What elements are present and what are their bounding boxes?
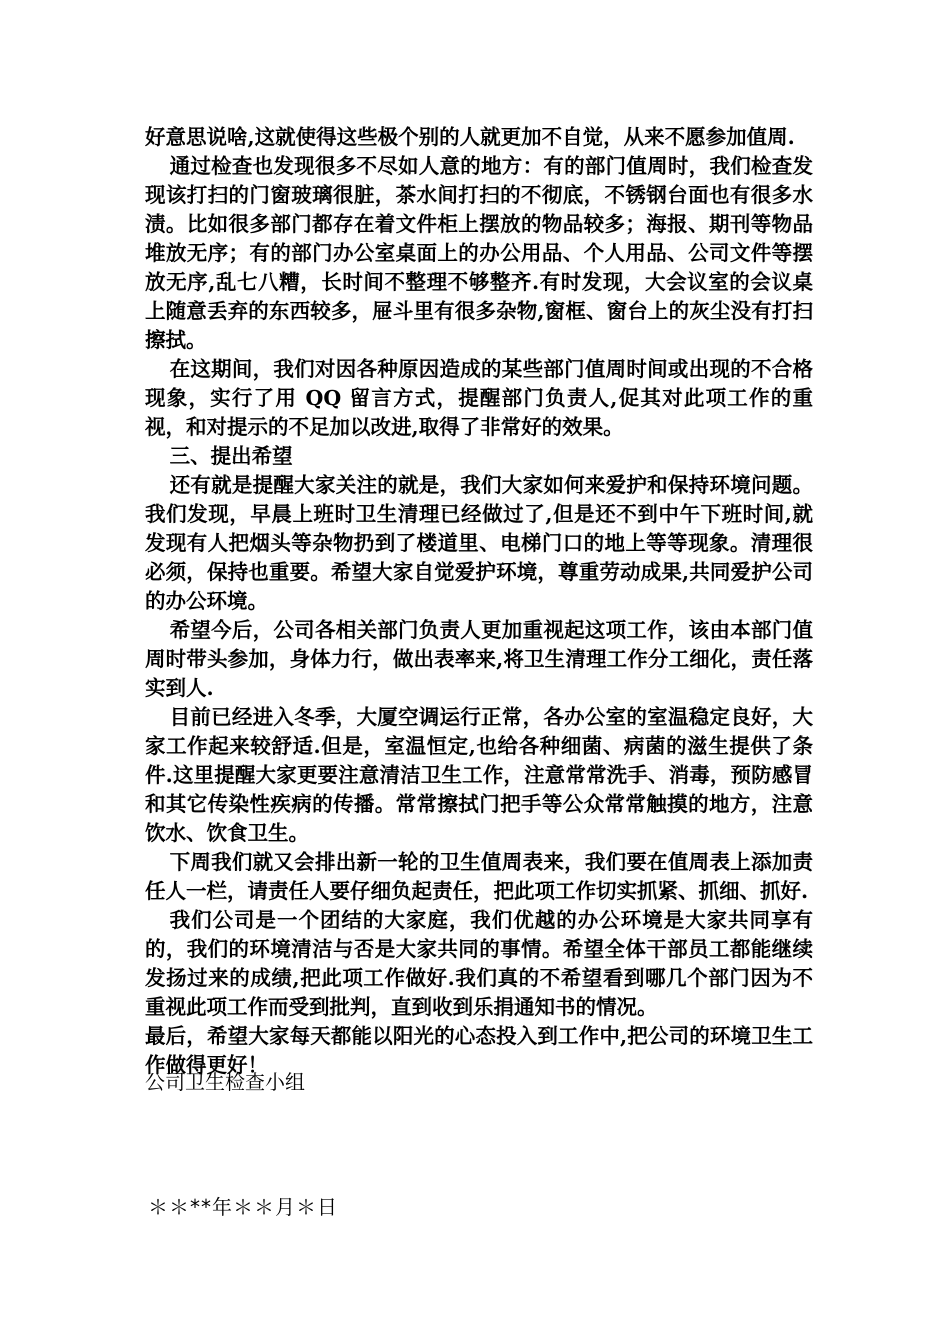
document-date: ＊＊**年＊＊月＊日: [148, 1195, 338, 1219]
paragraph-qq-reminder: 在这期间，我们对因各种原因造成的某些部门值周时间或出现的不合格现象，实行了用 QQ 留言方式，提醒部门负责人,促其对此项工作的重视，和对提示的不足加以改进,取得了非常好的效果。: [145, 357, 813, 439]
paragraph-environment-care: 还有就是提醒大家关注的就是，我们大家如何来爱护和保持环境问题。我们发现，早晨上班时卫生清理已经做过了,但是还不到中午下班时间,就发现有人把烟头等杂物扔到了楼道里、电梯门口的地上等等现象。清理很必须，保持也重要。希望大家自觉爱护环境，尊重劳动成果,共同爱护公司的办公环境。: [145, 473, 813, 613]
signature-group: 公司卫生检查小组: [145, 1070, 305, 1094]
paragraph-company-family: 我们公司是一个团结的大家庭，我们优越的办公环境是大家共同享有的，我们的环境清洁与否是大家共同的事情。希望全体干部员工都能继续发扬过来的成绩,把此项工作做好.我们真的不希望看到哪几个部门因为不重视此项工作而受到批判，直到收到乐捐通知书的情况。: [145, 908, 813, 1019]
section-heading-hopes: 三、提出希望: [169, 444, 293, 468]
document-body: [145, 123, 813, 1080]
paragraph-inspection-findings: 通过检查也发现很多不尽如人意的地方：有的部门值周时，我们检查发现该打扫的门窗玻璃很脏，茶水间打扫的不彻底，不锈钢台面也有很多水渍。比如很多部门都存在着文件柜上摆放的物品较多；海报、期刊等物品堆放无序；有的部门办公室桌面上的办公用品、个人用品、公司文件等摆放无序,乱七八糟，长时间不整理不够整齐.有时发现，大会议室的会议桌上随意丢弃的东西较多，屉斗里有很多杂物,窗框、窗台上的灰尘没有打扫擦拭。: [145, 154, 813, 352]
paragraph-continuation: 好意思说啥,这就使得这些极个别的人就更加不自觉，从来不愿参加值周.: [145, 125, 795, 149]
paragraph-department-heads: 希望今后，公司各相关部门负责人更加重视起这项工作，该由本部门值周时带头参加，身体力行，做出表率来,将卫生清理工作分工细化，责任落实到人.: [145, 618, 813, 700]
paragraph-duty-roster: 下周我们就又会排出新一轮的卫生值周表来，我们要在值周表上添加责任人一栏，请责任人要仔细负起责任，把此项工作切实抓紧、抓细、抓好.: [145, 850, 813, 903]
paragraph-closing: 最后，希望大家每天都能以阳光的心态投入到工作中,把公司的环境卫生工作做得更好！: [145, 1024, 813, 1077]
paragraph-winter-hygiene: 目前已经进入冬季，大厦空调运行正常，各办公室的室温稳定良好，大家工作起来较舒适.但是，室温恒定,也给各种细菌、病菌的滋生提供了条件.这里提醒大家更要注意清洁卫生工作，注意常常洗手、消毒，预防感冒和其它传染性疾病的传播。常常擦拭门把手等公众常常触摸的地方，注意饮水、饮食卫生。: [145, 705, 813, 845]
